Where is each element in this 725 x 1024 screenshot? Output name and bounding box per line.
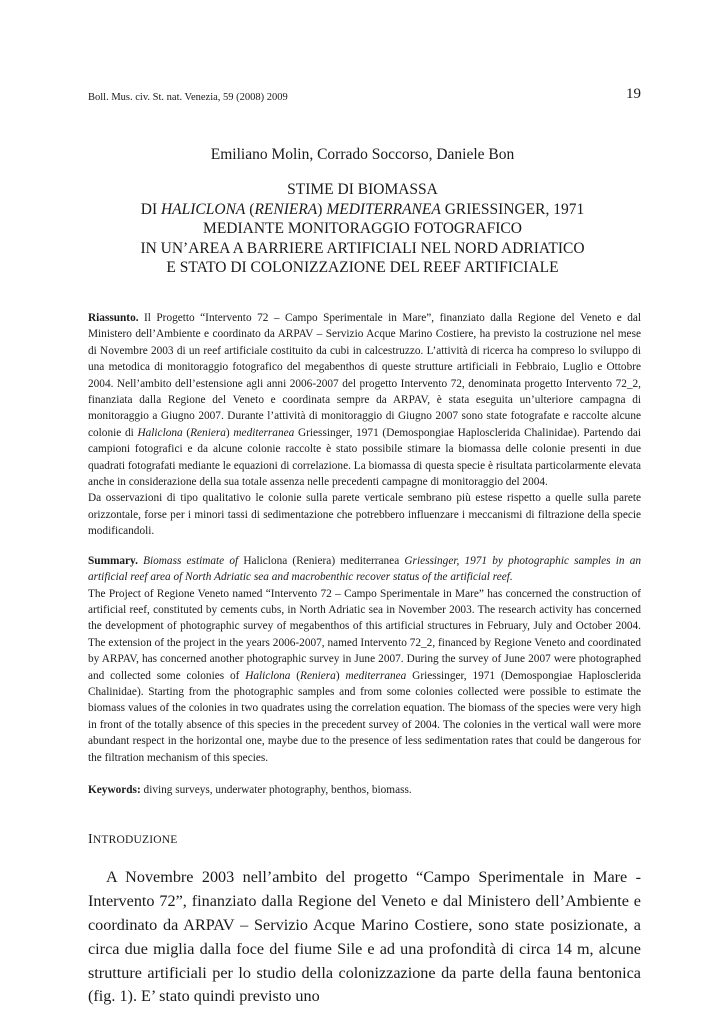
riassunto-section xyxy=(88,310,641,540)
article-title xyxy=(0,180,725,278)
text: ( xyxy=(182,426,191,439)
title-subgenus: RENIERA xyxy=(254,200,318,218)
text: ) xyxy=(225,426,234,439)
title-line: E STATO DI COLONIZZAZIONE DEL REEF ARTIFICIALE xyxy=(166,259,559,276)
riassunto-paragraph xyxy=(88,310,641,490)
page-number: 19 xyxy=(626,86,641,102)
text: Griessinger, 1971 by photographic samples in an artificial reef area of North Adriatic sea and macrobenthic recover status of the artificial reef. xyxy=(88,554,641,584)
title-line xyxy=(0,200,725,220)
summary-paragraph xyxy=(88,586,641,766)
text: ) xyxy=(335,669,346,682)
riassunto-paragraph: Da osservazioni di tipo qualitativo le colonie sulla parete verticale sembrano più estese rispetto a quelle sulla parete orizzontale, forse per i minori tassi di sedimentazione che potrebbero influenzare i meccanismi di filtrazione della specie modificandoli. xyxy=(88,492,641,538)
title-line: MEDIANTE MONITORAGGIO FOTOGRAFICO xyxy=(203,220,522,237)
title-text: ) xyxy=(317,200,327,218)
summary-title xyxy=(88,553,641,586)
text: ( xyxy=(290,669,301,682)
heading-rest: NTRODUZIONE xyxy=(92,834,178,847)
text: Biomass estimate of xyxy=(137,554,244,567)
body-column xyxy=(88,310,641,1009)
taxon-subgenus: Reniera xyxy=(190,426,226,439)
taxon-genus: Haliclona xyxy=(137,426,183,439)
title-genus: HALICLONA xyxy=(160,200,246,218)
section-heading-introduzione xyxy=(88,832,641,848)
text: Griessinger, 1971 (Demospongiae Haplosclerida Chalinidae). Partendo dai campioni fotografici e da alcune colonie raccolte è stato possibile stimare la biomassa delle colonie presenti in due quadrati fotografati mediante le equazioni di correlazione. La biomassa di questa specie è risultata particolarmente elevata anche in considerazione della sua totale assenza nelle precedenti campagne di monitoraggio del 2004. xyxy=(88,426,642,489)
title-text: ( xyxy=(245,200,255,218)
summary-section xyxy=(88,553,641,766)
title-text: GRIESSINGER, 1971 xyxy=(440,200,585,218)
text: Il Progetto “Intervento 72 – Campo Sperimentale in Mare”, finanziato dalla Regione del Veneto e dal Ministero dell’Ambiente e coordinato da ARPAV – Servizio Acque Marino Costiere, ha previsto la costruzione nel mese di Novembre 2003 di un reef artificiale costituito da cubi in calcestruzzo. L’attività di ricerca ha compreso lo sviluppo di una metodica di monitoraggio fotografico del megabenthos di queste strutture artificiali in Febbraio, Luglio e Ottobre 2004. Nell’ambito dell’estensione agli anni 2006-2007 del progetto Intervento 72, denominata progetto Intervento 72_2, finanziata dalla Regione del Veneto e coordinata sempre da ARPAV, è stata eseguita un’ulteriore campagna di monitoraggio a Giugno 2007. Durante l’attività di monitoraggio di Giugno 2007 sono state fotografate e raccolte alcune colonie di xyxy=(88,312,641,439)
taxon-species: mediterranea xyxy=(233,426,295,439)
authors: Emiliano Molin, Corrado Soccorso, Daniele Bon xyxy=(210,146,515,163)
running-header: Boll. Mus. civ. St. nat. Venezia, 59 (2008) 2009 xyxy=(88,92,288,103)
title-species: MEDITERRANEA xyxy=(326,200,441,218)
riassunto-label: Riassunto. xyxy=(88,312,139,324)
keywords-text: diving surveys, underwater photography, benthos, biomass. xyxy=(140,783,412,796)
keywords-label: Keywords: xyxy=(88,783,141,796)
taxon-genus: Haliclona xyxy=(245,669,291,682)
text: Griessinger, 1971 (Demospongiae Haplosclerida Chalinidae). Starting from the photographic samples and from some colonies collected were possible to estimate the biomass values of the colonies in two quadrates using the correlation equation. The biomass of the species were very high in front of the totally absence of this species in the precedent survey of 2004. The colonies in the vertical wall were more abundant respect in the horizontal one, maybe due to the presence of less sedimentation rates that could be dangerous for the filtration mechanism of this species. xyxy=(88,669,642,764)
taxon: Haliclona (Reniera) mediterranea xyxy=(243,554,400,567)
introduzione-paragraph: A Novembre 2003 nell’ambito del progetto “Campo Sperimentale in Mare - Intervento 72”, finanziato dalla Regione del Veneto e dal Ministero dell’Ambiente e coordinato da ARPAV – Servizio Acque Marino Costiere, sono state posizionate, a circa due miglia dalla foce del fiume Sile e ad una profondità di circa 14 m, alcune strutture artificiali per lo studio della colonizzazione da parte della fauna bentonica (fig. 1). E’ stato quindi previsto uno xyxy=(88,868,641,1006)
taxon-species: mediterranea xyxy=(345,669,407,682)
title-line: STIME DI BIOMASSA xyxy=(287,181,438,198)
summary-label: Summary. xyxy=(88,554,138,567)
heading-initial: I xyxy=(88,832,93,848)
taxon-subgenus: Reniera xyxy=(300,669,336,682)
title-text: DI xyxy=(140,200,161,218)
text: The Project of Regione Veneto named “Intervento 72 – Campo Sperimentale in Mare” has concerned the construction of artificial reef, constituted by cements cubs, in North Adriatic sea in November 2003. The research activity has concerned the development of photographic survey of megabenthos of this artificial structures in February, July and October 2004. The extension of the project in the years 2006-2007, named Intervento 72_2, financed by Regione Veneto and coordinated by ARPAV, has concerned another photographic survey in June 2007. During the survey of June 2007 were photographed and collected some colonies of xyxy=(88,587,641,682)
title-line: IN UN’AREA A BARRIERE ARTIFICIALI NEL NORD ADRIATICO xyxy=(140,239,585,257)
keywords xyxy=(88,782,641,798)
